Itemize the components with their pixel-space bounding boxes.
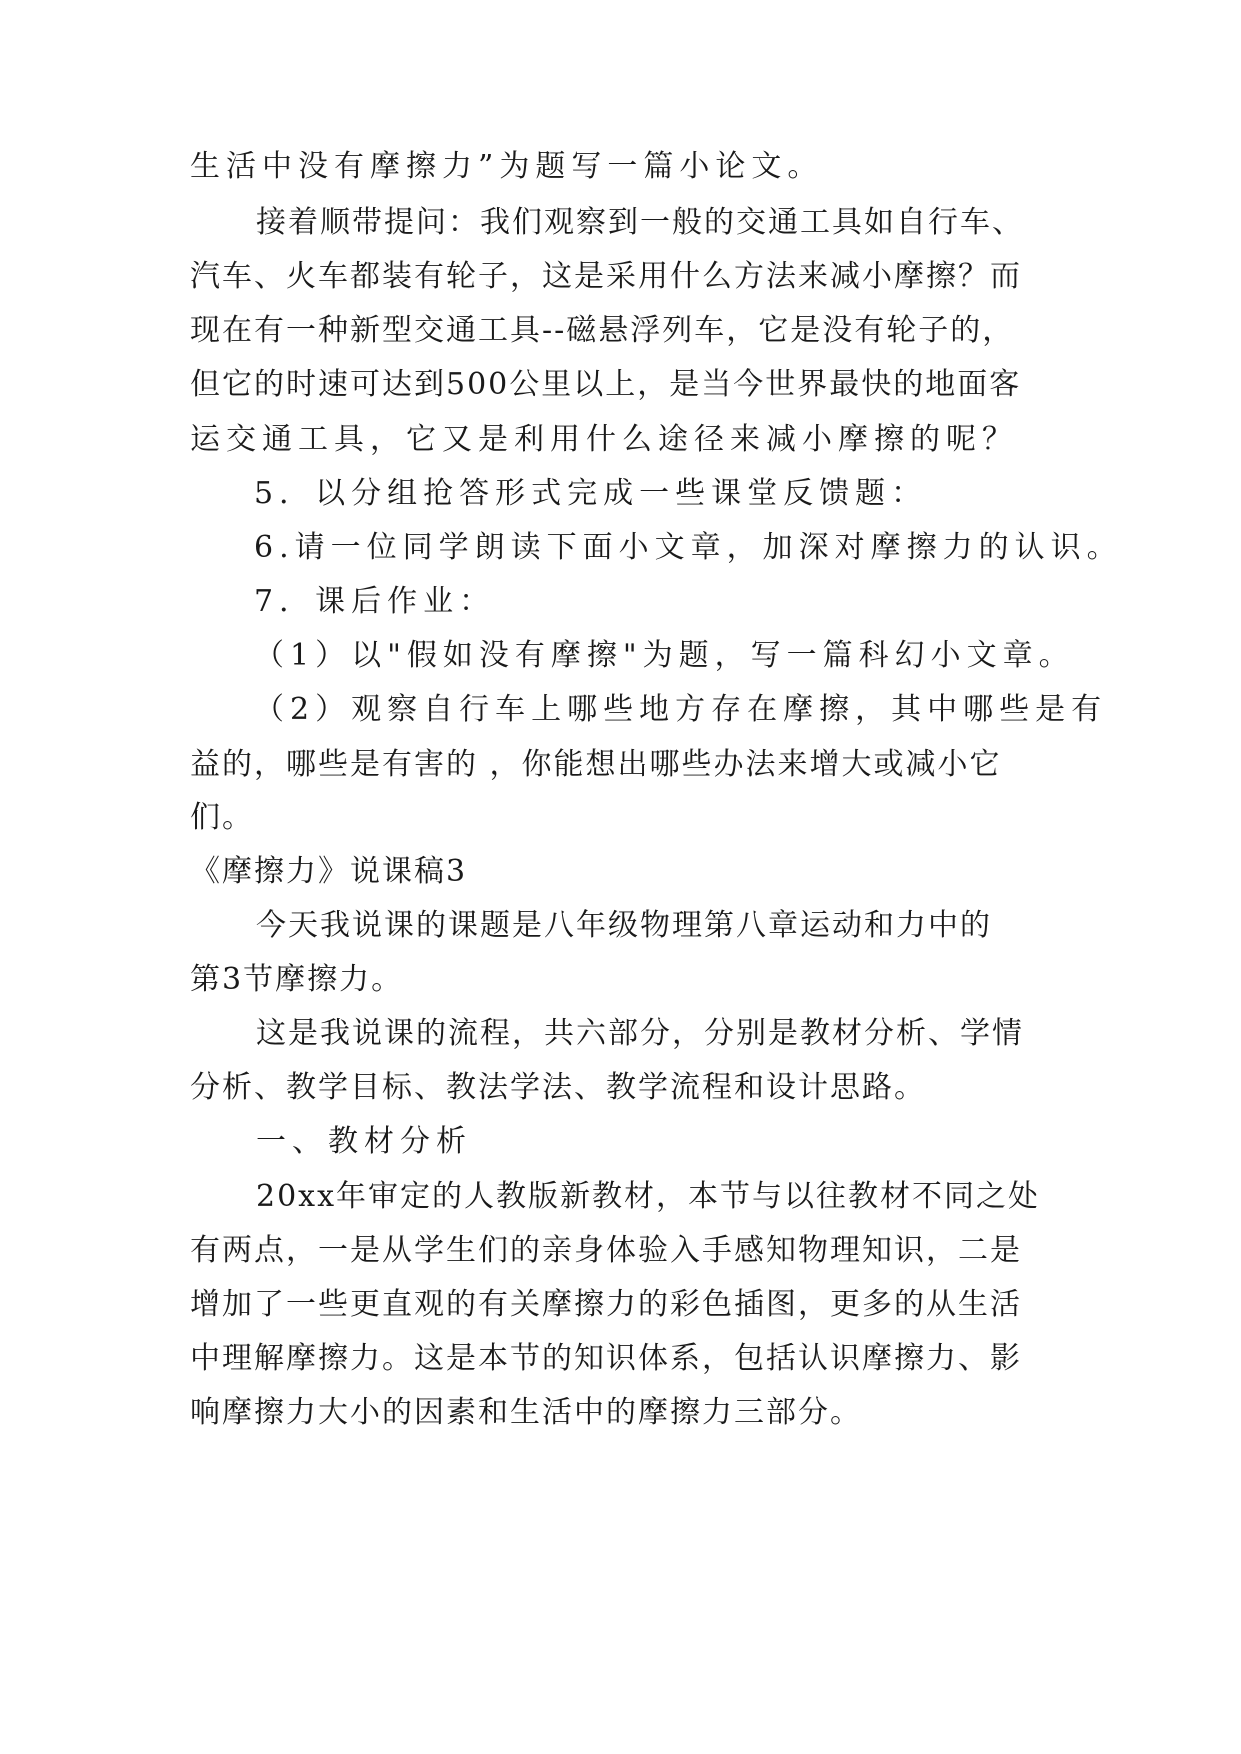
paragraph-line: 接着顺带提问：我们观察到一般的交通工具如自行车、 [256, 205, 1024, 240]
paragraph-line: 中理解摩擦力。这是本节的知识体系，包括认识摩擦力、影 [190, 1341, 1022, 1376]
paragraph-line: 分析、教学目标、教法学法、教学流程和设计思路。 [190, 1070, 926, 1105]
paragraph-line: 响摩擦力大小的因素和生活中的摩擦力三部分。 [190, 1395, 862, 1430]
paragraph-line: 运交通工具，它又是利用什么途径来减小摩擦的呢？ [190, 422, 1018, 457]
paragraph-line: 今天我说课的课题是八年级物理第八章运动和力中的 [256, 908, 992, 943]
section-heading: 一、教材分析 [256, 1124, 472, 1159]
paragraph-line: 有两点，一是从学生们的亲身体验入手感知物理知识，二是 [190, 1233, 1022, 1268]
paragraph-line: 生活中没有摩擦力”为题写一篇小论文。 [190, 149, 824, 184]
paragraph-line: 益的，哪些是有害的 ，你能想出哪些办法来增大或减小它 [190, 747, 1002, 782]
paragraph-line: 但它的时速可达到500公里以上，是当今世界最快的地面客 [190, 367, 1022, 402]
list-item: 5．以分组抢答形式完成一些课堂反馈题： [254, 476, 928, 511]
list-item: 7．课后作业： [254, 584, 496, 619]
paragraph-line: 们。 [190, 800, 254, 835]
paragraph-line: 20xx年审定的人教版新教材，本节与以往教材不同之处 [256, 1179, 1041, 1214]
list-item: （1）以"假如没有摩擦"为题，写一篇科幻小文章。 [254, 638, 1075, 673]
section-title: 《摩擦力》说课稿3 [190, 854, 468, 889]
paragraph-line: 汽车、火车都装有轮子，这是采用什么方法来减小摩擦？而 [190, 259, 1022, 294]
list-item: （2）观察自行车上哪些地方存在摩擦，其中哪些是有 [254, 692, 1108, 727]
paragraph-line: 现在有一种新型交通工具--磁悬浮列车，它是没有轮子的， [190, 313, 1015, 348]
list-item: 6.请一位同学朗读下面小文章，加深对摩擦力的认识。 [254, 530, 1123, 565]
paragraph-line: 这是我说课的流程，共六部分，分别是教材分析、学情 [256, 1016, 1024, 1051]
paragraph-line: 增加了一些更直观的有关摩擦力的彩色插图，更多的从生活 [190, 1287, 1022, 1322]
paragraph-line: 第3节摩擦力。 [190, 962, 404, 997]
